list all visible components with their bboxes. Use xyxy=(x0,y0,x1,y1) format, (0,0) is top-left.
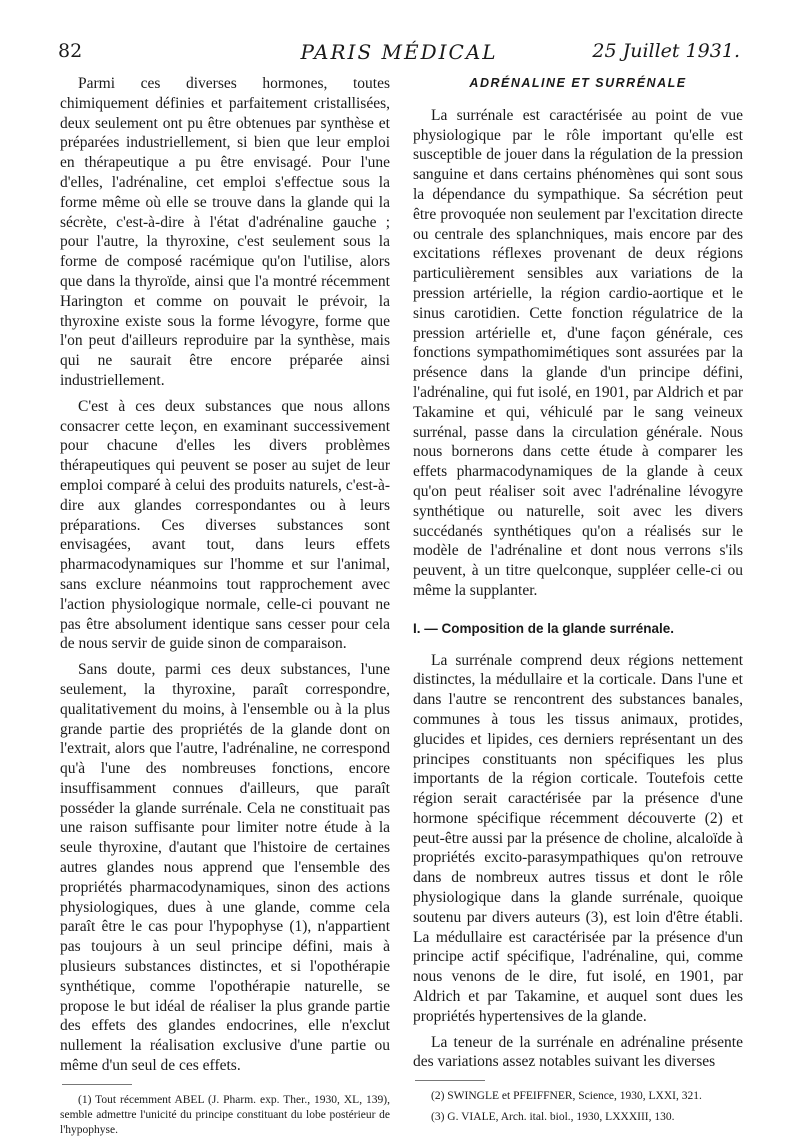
right-column xyxy=(413,74,743,1131)
paragraph: La teneur de la surrénale en adrénaline présente des variations assez notables suivant les diverses xyxy=(413,1033,743,1071)
paragraph: C'est à ces deux substances que nous allons consacrer cette leçon, en examinant successivement pour chacune d'elles les divers problèmes thérapeutiques qui peuvent se poser au sujet de leur emploi comparé à celui des produits naturels, c'est-à-dire aux glandes correspondantes ou à leurs préparations. Ces diverses substances sont envisagées, avant tout, dans leurs effets pharmacodynamiques sur l'homme et sur l'animal, sans exclure néanmoins tout rapprochement avec l'action physiologique normale, celle-ci pouvant ne pas être absolument identique sans cesser pour cela de nous servir de guide sinon de comparaison. xyxy=(60,397,390,653)
subsection-title: I. — Composition de la glande surrénale. xyxy=(413,620,675,636)
issue-date: 25 Juillet 1931. xyxy=(592,40,740,62)
footnote: (1) Tout récemment ABEL (J. Pharm. exp. Ther., 1930, XL, 139), semble admettre l'unicité du principe constituant du lobe postérieur de l'hypophyse. xyxy=(60,1093,390,1136)
footnote: (2) SWINGLE et PFEIFFNER, Science, 1930, LXXI, 321. xyxy=(431,1090,702,1103)
paragraph: La surrénale comprend deux régions nettement distinctes, la médullaire et la corticale. Dans l'une et dans l'autre se rencontrent des substances banales, communes à tous les tissus animaux, protides, glucides et lipides, ces derniers représentant un des principes constituants non spécifiques les plus importants de la région corticale. Toutefois cette région serait caractérisée par la présence d'une hormone spécifique récemment découverte (2) et peut-être aussi par la présence de choline, alcaloïde à propriétés excito-parasympathiques qu'on retrouve dans de nombreux autres tissus et dont le rôle physiologique dans la glande surrénale, quoique soutenu par divers auteurs (3), est loin d'être établi. La médullaire est caractérisée par la présence d'un principe actif spécifique, l'adrénaline, qui, comme nous venons de le dire, fut isolé, en 1901, par Aldrich et par Takamine, et auquel sont dues les propriétés hypertensives de la glande. xyxy=(413,651,743,1025)
paragraph: Sans doute, parmi ces deux substances, l'une seulement, la thyroxine, paraît correspondre, qualitativement du moins, à l'ensemble ou à la plus grande partie des propriétés de la glande dont on l'extrait, alors que l'autre, l'adrénaline, ne correspond qu'à l'une des nombreuses fonctions, encore insuffisamment connues d'ailleurs, que paraît posséder la glande surrénale. Cela ne constituait pas une raison suffisante pour limiter notre étude à la seule thyroxine, d'autant que l'histoire de certaines autres glandes nous apprend que l'ensemble des propriétés pharmacodynamiques, sinon des actions physiologiques, dues à une glande, comme cela paraît être le cas pour l'hypophyse (1), n'appartient pas toujours à un seul principe défini, mais à plusieurs substances distinctes, et si l'opothérapie synthétique, comme l'opothérapie naturelle, se propose le but idéal de réaliser la plus grande partie des effets des glandes endocrines, elle n'exclut nullement la réalisation exclusive d'une partie ou même d'un seul de ces effets. xyxy=(60,661,390,1075)
footnote: (3) G. VIALE, Arch. ital. biol., 1930, LXXXIII, 130. xyxy=(431,1111,675,1124)
page-number: 82 xyxy=(58,40,83,62)
page-header xyxy=(58,40,740,70)
section-title: ADRÉNALINE ET SURRÉNALE xyxy=(469,76,687,90)
paragraph: Parmi ces diverses hormones, toutes chimiquement définies et parfaitement cristallisées, deux seulement ont pu être obtenues par synthèse et préparées industriellement, si bien que leur emploi en thérapeutique a pu être envisagé. Pour l'une d'elles, l'adrénaline, cet emploi s'effectue sous la forme même où elle se trouve dans la glande qui la sécrète, c'est-à-dire à l'état d'adrénaline gauche ; pour l'autre, la thyroxine, c'est seulement sous la forme de composé racémique qu'on l'utilise, alors que dans la thyroïde, ainsi que l'a montré récemment Harington et comme on pouvait le prévoir, la thyroxine existe sous la forme lévogyre, forme que l'on peut d'ailleurs reproduire par la synthèse, mais qui ne saurait être encore préparée ainsi industriellement. xyxy=(60,75,390,389)
paragraph: La surrénale est caractérisée au point de vue physiologique par le rôle important qu'elle est susceptible de jouer dans la régulation de la pression sanguine et dans certains phénomènes qui sont sous la dépendance du sympathique. Sa sécrétion peut être provoquée non seulement par l'excitation directe ou centrale des splanchniques, mais encore par des excitations réflexes provenant de deux régions particulièrement sensibles aux variations de la pression artérielle, la région cardio-aortique et le sinus carotidien. Cette fonction régulatrice de la pression artérielle et, d'une façon générale, ces fonctions sympathomimétiques sont assurées par la présence dans la glande d'un principe défini, l'adrénaline, qui fut isolé, en 1901, par Aldrich et par Takamine et qui, véhiculé par le sang veineux surrénal, passe dans la circulation générale. Nous nous bornerons dans cette étude à comparer les effets pharmacodynamiques de la glande à ceux qu'on peut réaliser soit avec l'adrénaline lévogyre synthétique ou naturelle, soit avec les divers succédanés synthétiques qu'on a réalisés sur le modèle de l'adrénaline et dont nous verrons s'ils peuvent, à un titre quelconque, suppléer celle-ci ou même la supplanter. xyxy=(413,106,743,599)
footnote-divider xyxy=(415,1080,485,1081)
journal-title: PARIS MÉDICAL xyxy=(300,40,498,64)
left-column xyxy=(60,74,390,1144)
footnote-divider xyxy=(62,1084,132,1085)
